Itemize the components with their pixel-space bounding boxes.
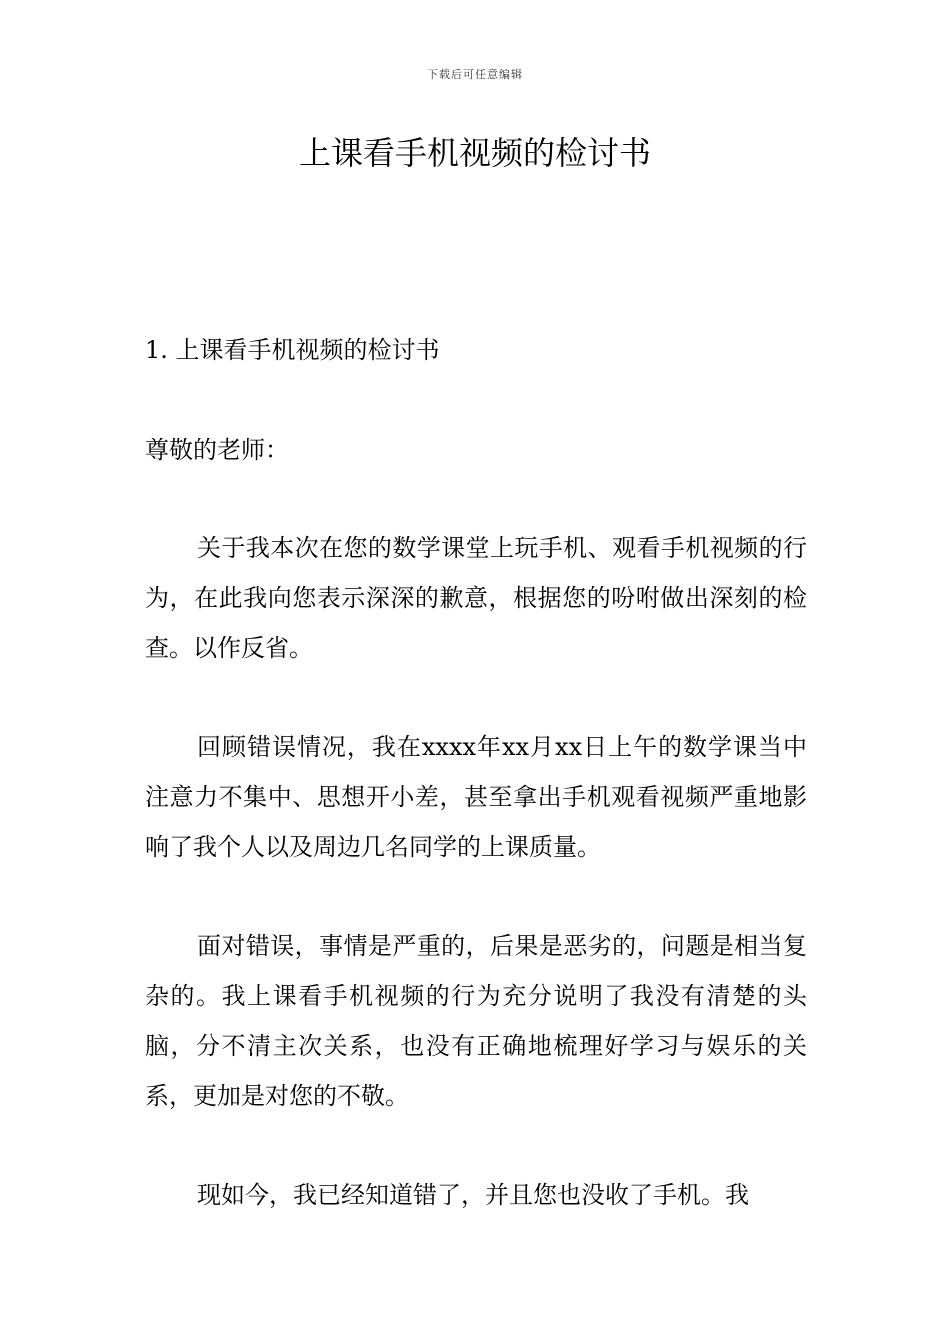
- paragraph-consequence: 面对错误，事情是严重的，后果是恶劣的，问题是相当复杂的。我上课看手机视频的行为充分说明了我没有清楚的头脑，分不清主次关系，也没有正确地梳理好学习与娱乐的关系，更加是对您的不敬。: [145, 932, 807, 1110]
- paragraph-apology: 关于我本次在您的数学课堂上玩手机、观看手机视频的行为，在此我向您表示深深的歉意，根据您的吩咐做出深刻的检查。以作反省。: [145, 534, 807, 662]
- section-heading: 1. 上课看手机视频的检讨书: [145, 336, 440, 364]
- salutation: 尊敬的老师：: [145, 436, 289, 464]
- header-note: 下载后可任意编辑: [427, 68, 523, 81]
- document-title: 上课看手机视频的检讨书: [298, 134, 651, 172]
- paragraph-now: 现如今，我已经知道错了，并且您也没收了手机。我: [197, 1181, 749, 1209]
- paragraph-review: 回顾错误情况，我在xxxx年xx月xx日上午的数学课当中注意力不集中、思想开小差，甚至拿出手机观看视频严重地影响了我个人以及周边几名同学的上课质量。: [145, 733, 807, 861]
